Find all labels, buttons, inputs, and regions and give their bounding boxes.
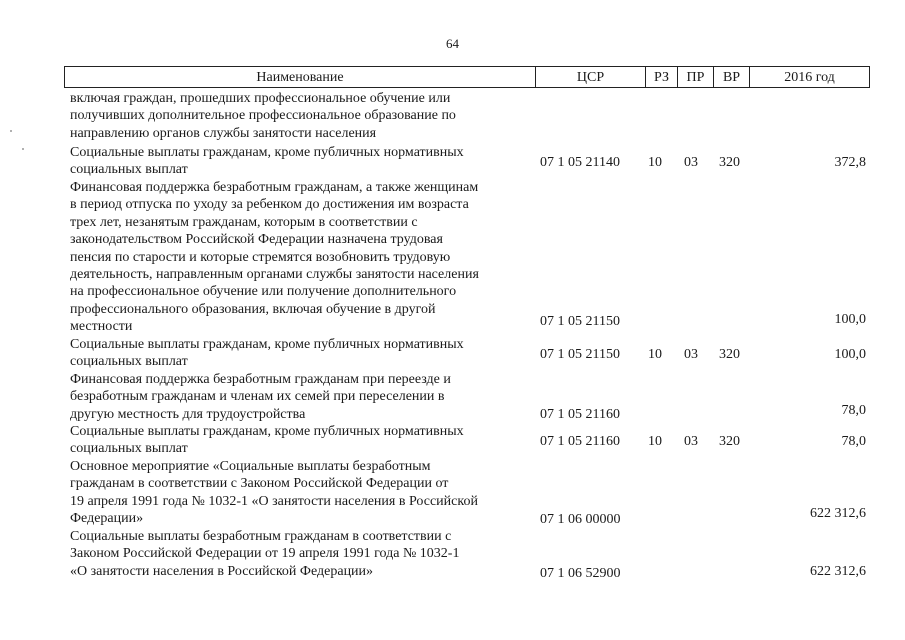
row-sum: 100,0 — [834, 346, 866, 362]
header-name: Наименование — [256, 70, 344, 85]
row-sum: 78,0 — [841, 433, 866, 449]
row-csr: 07 1 05 21150 — [540, 346, 620, 362]
table-row — [70, 90, 870, 144]
row-vr: 320 — [719, 154, 740, 170]
header-csr: ЦСР — [535, 67, 645, 87]
header-vr: ВР — [713, 67, 749, 87]
row-name: Социальные выплаты безработным гражданам в соответствии с Законом Российской Федерации от 19 апреля 1991 года № 1032-1 «О занятости населения в Российской Федерации» — [70, 529, 460, 579]
table-row — [70, 144, 870, 179]
row-sum: 622 312,6 — [810, 505, 866, 521]
row-rz: 10 — [648, 433, 662, 449]
table-row — [70, 179, 870, 336]
row-csr: 07 1 05 21150 — [540, 313, 620, 329]
row-pr: 03 — [684, 346, 698, 362]
row-vr: 320 — [719, 346, 740, 362]
row-name: Финансовая поддержка безработным гражданам, а также женщинам в период отпуска по уходу за ребенком до достижения им возраста трех лет, незанятым гражданам, которым в соответствии с законодательством Российской Федерации назначена трудовая пенсия по старости и которые стремятся возобновить трудовую деятельность, направленным органами службы занятости населения на профессиональное обучение или получение дополнительного профессионального образования, включая обучение в другой местности — [70, 180, 479, 335]
table-body — [70, 90, 870, 582]
scan-speck — [10, 130, 12, 132]
row-csr: 07 1 05 21160 — [540, 433, 620, 449]
row-pr: 03 — [684, 433, 698, 449]
row-csr: 07 1 06 00000 — [540, 511, 621, 527]
page-number: 64 — [446, 36, 459, 51]
row-name: включая граждан, прошедших профессиональное обучение или получивших дополнительное профессиональное образование по направлению органов службы занятости населения — [70, 91, 456, 141]
row-sum: 372,8 — [834, 154, 866, 170]
table-row — [70, 336, 870, 371]
table-row — [70, 371, 870, 423]
row-name: Основное мероприятие «Социальные выплаты безработным гражданам в соответствии с Законом Российской Федерации от 19 апреля 1991 года № 1032-1 «О занятости населения в Российской Федерации» — [70, 459, 478, 527]
table-header — [64, 66, 870, 88]
row-name: Социальные выплаты гражданам, кроме публичных нормативных социальных выплат — [70, 145, 464, 178]
row-rz: 10 — [648, 346, 662, 362]
header-pr: ПР — [677, 67, 713, 87]
table-row — [70, 423, 870, 458]
header-rz: РЗ — [645, 67, 677, 87]
row-name: Социальные выплаты гражданам, кроме публичных нормативных социальных выплат — [70, 337, 464, 370]
scan-speck — [22, 148, 24, 150]
row-sum: 78,0 — [841, 402, 866, 418]
table-row — [70, 528, 870, 582]
row-name: Финансовая поддержка безработным гражданам при переезде и безработным гражданам и членам их семей при переселении в другую местность для трудоустройства — [70, 372, 451, 422]
row-sum: 100,0 — [834, 311, 866, 327]
row-vr: 320 — [719, 433, 740, 449]
row-rz: 10 — [648, 154, 662, 170]
row-csr: 07 1 05 21140 — [540, 154, 620, 170]
row-sum: 622 312,6 — [810, 563, 866, 579]
row-pr: 03 — [684, 154, 698, 170]
row-csr: 07 1 06 52900 — [540, 565, 621, 581]
row-name: Социальные выплаты гражданам, кроме публичных нормативных социальных выплат — [70, 424, 464, 457]
header-year: 2016 год — [749, 67, 869, 87]
row-csr: 07 1 05 21160 — [540, 406, 620, 422]
table-row — [70, 458, 870, 528]
